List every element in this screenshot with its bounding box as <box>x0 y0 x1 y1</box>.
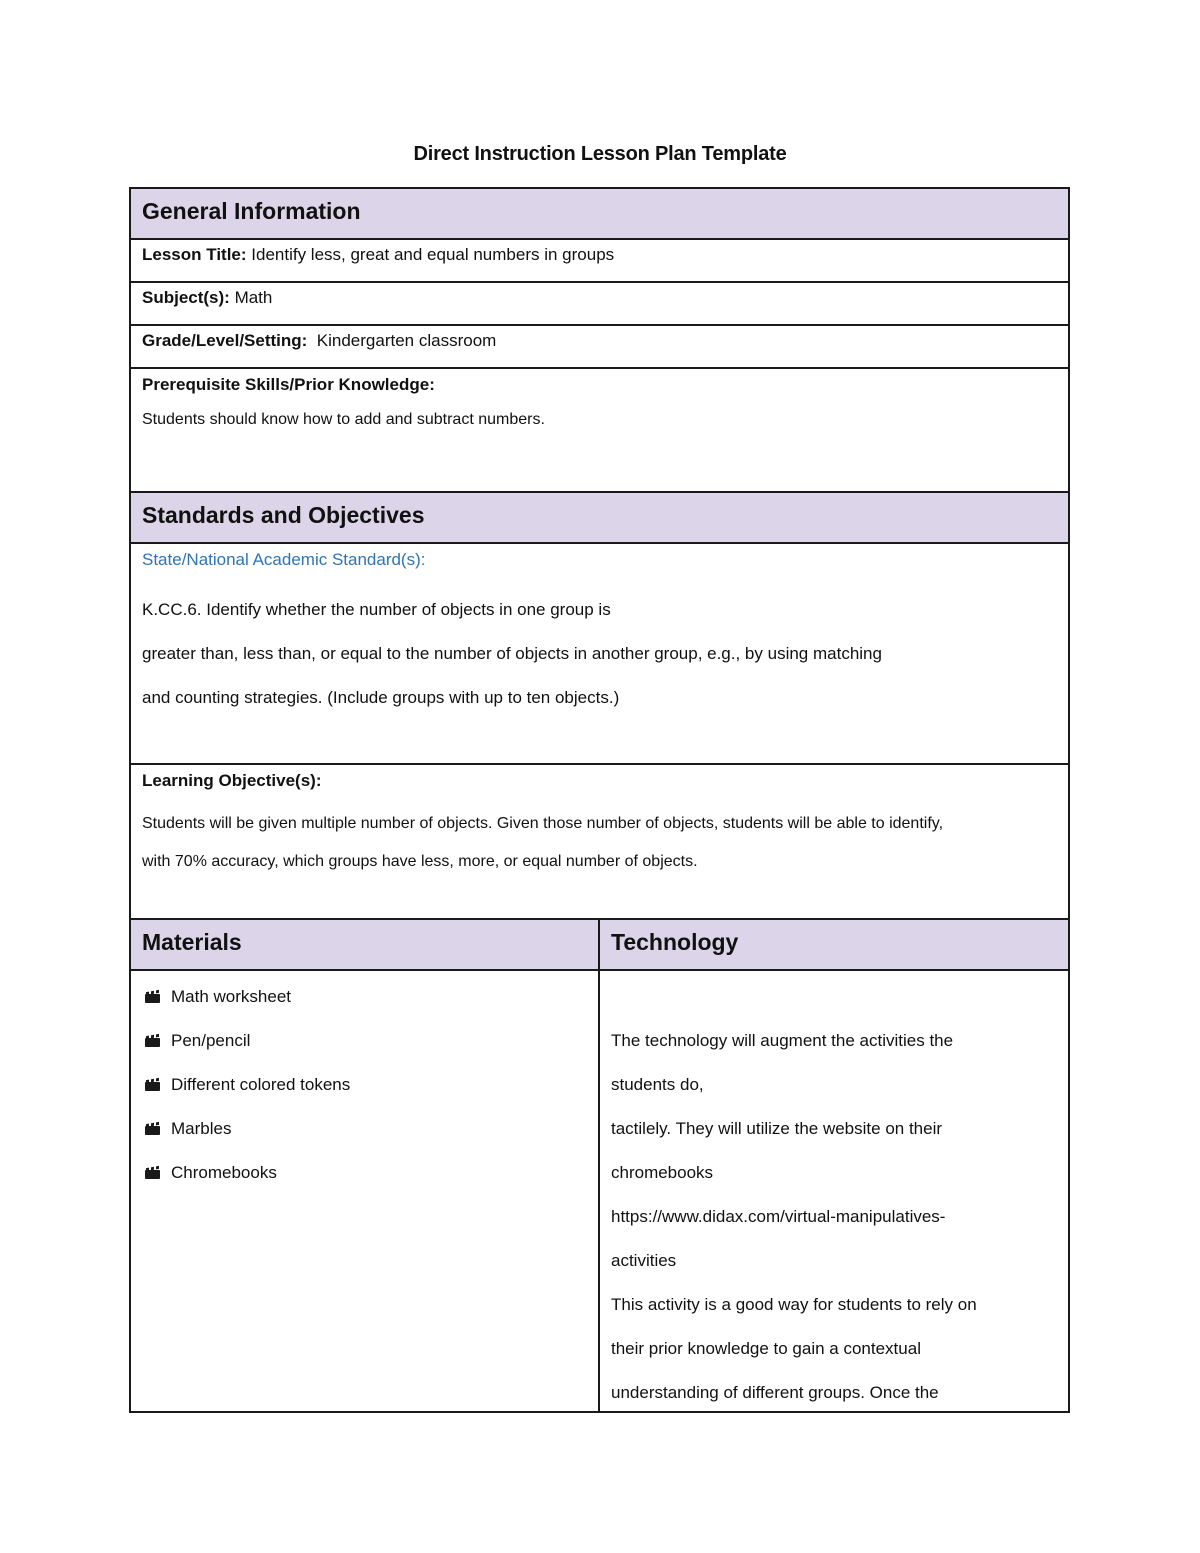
lesson-title-row <box>131 240 1068 283</box>
technology-line: The technology will augment the activities the <box>611 1031 954 1050</box>
learning-line: with 70% accuracy, which groups have less, more, or equal number of objects. <box>142 853 698 870</box>
subject-row <box>131 283 1068 326</box>
section-header-label: General Information <box>142 198 361 224</box>
list-item <box>142 1107 598 1151</box>
materials-technology-body <box>131 971 1068 1411</box>
materials-header-label: Materials <box>142 929 242 955</box>
prerequisite-label: Prerequisite Skills/Prior Knowledge: <box>142 375 435 394</box>
grade-row <box>131 326 1068 369</box>
materials-cell <box>131 971 600 1411</box>
material-label: Marbles <box>171 1119 232 1138</box>
list-item <box>142 1063 598 1107</box>
material-label: Pen/pencil <box>171 1031 251 1050</box>
technology-header-label: Technology <box>611 929 739 955</box>
materials-header <box>131 920 600 969</box>
clapperboard-bullet-icon <box>145 1123 160 1135</box>
learning-objective-label: Learning Objective(s): <box>142 771 322 790</box>
prerequisite-text: Students should know how to add and subtract numbers. <box>142 411 545 428</box>
clapperboard-bullet-icon <box>145 1035 160 1047</box>
standard-line: K.CC.6. Identify whether the number of objects in one group is <box>142 600 611 619</box>
list-item <box>142 975 598 1019</box>
subject-value: Math <box>229 288 273 307</box>
technology-line: tactilely. They will utilize the website on their <box>611 1119 943 1138</box>
document-title: Direct Instruction Lesson Plan Template <box>413 143 787 165</box>
standard-label: State/National Academic Standard(s): <box>142 550 426 569</box>
technology-cell <box>600 971 1068 1411</box>
materials-list <box>142 971 598 1195</box>
list-item <box>142 1151 598 1195</box>
clapperboard-bullet-icon <box>145 1167 160 1179</box>
lesson-title-value: Identify less, great and equal numbers in groups <box>246 245 615 264</box>
technology-line: understanding of different groups. Once the <box>611 1383 939 1402</box>
clapperboard-bullet-icon <box>145 1079 160 1091</box>
list-item <box>142 1019 598 1063</box>
technology-line: their prior knowledge to gain a contextual <box>611 1339 921 1358</box>
material-label: Chromebooks <box>171 1163 277 1182</box>
material-label: Different colored tokens <box>171 1075 351 1094</box>
grade-value: Kindergarten classroom <box>307 331 497 350</box>
lesson-plan-table <box>129 187 1070 1413</box>
learning-line: Students will be given multiple number of objects. Given those number of objects, students will be able to identify, <box>142 815 944 832</box>
standards-objectives-header <box>131 493 1068 544</box>
learning-objective-row <box>131 765 1068 920</box>
standard-line: and counting strategies. (Include groups with up to ten objects.) <box>142 688 620 707</box>
clapperboard-bullet-icon <box>145 991 160 1003</box>
material-label: Math worksheet <box>171 987 291 1006</box>
technology-line: chromebooks <box>611 1163 714 1182</box>
technology-line: This activity is a good way for students to rely on <box>611 1295 977 1314</box>
general-information-header <box>131 189 1068 240</box>
technology-link[interactable]: https://www.didax.com/virtual-manipulatives- <box>611 1207 946 1226</box>
section-header-label: Standards and Objectives <box>142 502 425 528</box>
lesson-title-label: Lesson Title: <box>142 245 247 264</box>
materials-technology-header <box>131 920 1068 971</box>
learning-objective-text <box>142 805 1068 881</box>
technology-line: students do, <box>611 1075 704 1094</box>
grade-label: Grade/Level/Setting: <box>142 331 308 350</box>
technology-link[interactable]: activities <box>611 1251 677 1270</box>
subject-label: Subject(s): <box>142 288 230 307</box>
technology-header <box>600 920 1068 969</box>
standard-line: greater than, less than, or equal to the number of objects in another group, e.g., by using matching <box>142 644 882 663</box>
academic-standards-row <box>131 544 1068 765</box>
prerequisite-row <box>131 369 1068 493</box>
